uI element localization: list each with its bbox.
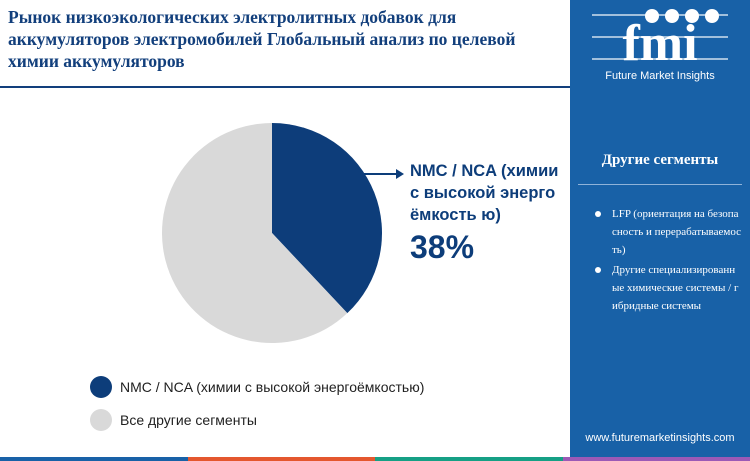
- sidebar-heading: Другие сегменты: [601, 152, 719, 168]
- legend-item-nmc: [90, 372, 424, 402]
- fmi-logo-icon: [592, 6, 728, 66]
- bottom-color-strip: [0, 457, 750, 461]
- legend-item-other: [90, 405, 424, 435]
- legend-label-nmc: NMC / NCA (химии с высокой энергоёмкостью): [120, 379, 425, 395]
- sidebar-item-text: LFP (ориентация на безопасность и перерабатываемость): [612, 208, 741, 256]
- sidebar-list: [592, 205, 742, 317]
- sidebar-item: [592, 205, 742, 259]
- callout-arrow-head: [396, 169, 404, 179]
- chart-legend: [90, 372, 424, 438]
- sidebar-divider: [578, 184, 742, 185]
- page-title: Рынок низкоэкологических электролитных добавок для аккумуляторов электромобилей Глобальный анализ по целевой химии аккумуляторов: [8, 7, 516, 71]
- pie-slices: [162, 123, 382, 343]
- bullet-icon: [595, 211, 601, 217]
- bullet-icon: [595, 267, 601, 273]
- sidebar-item: [592, 261, 742, 315]
- sidebar-item-text: Другие специализированные химические системы / гибридные системы: [612, 264, 739, 312]
- website-link[interactable]: www.futuremarketinsights.com: [585, 432, 735, 444]
- logo-subtitle: Future Market Insights: [605, 70, 715, 82]
- pie-callout: [410, 160, 560, 266]
- legend-label-other: Все другие сегменты: [120, 412, 257, 428]
- legend-swatch-other: [90, 409, 112, 431]
- legend-swatch-nmc: [90, 376, 112, 398]
- logo-text: fmi: [622, 15, 698, 66]
- callout-label: NMC / NCA (химии с высокой энергоёмкость ю): [410, 162, 559, 224]
- sidebar: [570, 0, 750, 461]
- callout-value: 38%: [410, 229, 475, 265]
